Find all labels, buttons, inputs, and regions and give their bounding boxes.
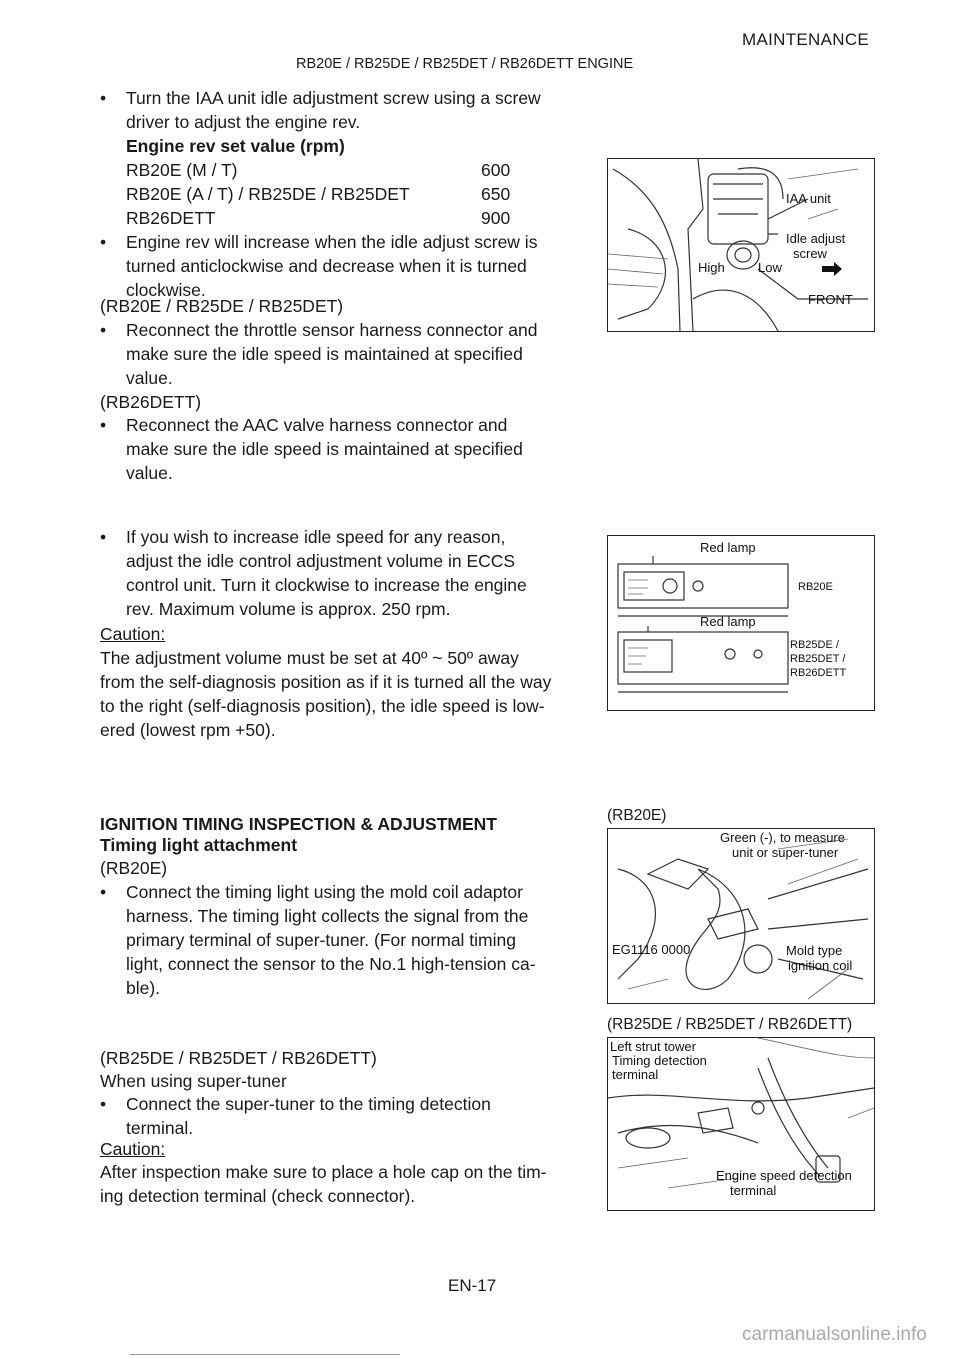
label-super-tuner: unit or super-tuner bbox=[732, 845, 839, 860]
label-green: Green (-), to measure bbox=[720, 830, 845, 845]
label-terminal: terminal bbox=[612, 1067, 659, 1082]
eccs-caution-label: Caution: bbox=[100, 624, 166, 644]
label-timing-detection: Timing detection bbox=[612, 1053, 707, 1068]
label-screw: screw bbox=[793, 246, 827, 261]
label-red-lamp-2: Red lamp bbox=[700, 614, 756, 629]
label-ignition-coil: ignition coil bbox=[788, 958, 853, 973]
group-rb26dett: (RB26DETT) bbox=[100, 392, 202, 412]
group-rb20e-rb25: (RB20E / RB25DE / RB25DET) bbox=[100, 296, 344, 316]
label-front: FRONT bbox=[808, 292, 853, 307]
engine-header: RB20E / RB25DE / RB25DET / RB26DETT ENGINE bbox=[296, 56, 634, 72]
fig3-caption: (RB20E) bbox=[607, 807, 667, 824]
iaa-unit-figure bbox=[607, 158, 875, 332]
rev-row: RB20E (A / T) / RB25DE / RB25DET 650 bbox=[126, 184, 511, 204]
label-red-lamp-1: Red lamp bbox=[700, 540, 756, 555]
section-title: MAINTENANCE bbox=[742, 30, 870, 49]
label-terminal-2: terminal bbox=[730, 1183, 777, 1198]
super-tuner-bullet: • Connect the super-tuner to the timing detection terminal. bbox=[100, 1094, 491, 1138]
idle-bullet-2: • Engine rev will increase when the idle adjust screw is turned anticlockwise and decrease when it is turned clockwise. bbox=[100, 232, 538, 300]
label-rb20e: RB20E bbox=[798, 581, 833, 593]
idle-bullet-3: • Reconnect the throttle sensor harness connector and make sure the idle speed is maintained at specified value. bbox=[100, 320, 538, 388]
rev-row: RB26DETT 900 bbox=[126, 208, 511, 228]
timing-terminal-figure bbox=[607, 1037, 875, 1211]
fig4-caption: (RB25DE / RB25DET / RB26DETT) bbox=[607, 1016, 853, 1033]
timing-bullet: • Connect the timing light using the mold coil adaptor harness. The timing light collects the signal from the primary terminal of super-tuner. (For normal timing light, connect the sensor to the No.1 high-tension ca- ble). bbox=[100, 882, 536, 998]
group-rb20e: (RB20E) bbox=[100, 858, 168, 878]
eccs-caution-text: The adjustment volume must be set at 40º ~ 50º away from the self-diagnosis position as if it is turned all the way to the right (self-diagnosis position), the idle speed is low- ered (lowest rpm +50). bbox=[100, 648, 552, 740]
mold-coil-figure bbox=[607, 828, 875, 1004]
ignition-title: IGNITION TIMING INSPECTION & ADJUSTMENT bbox=[100, 814, 497, 834]
footer-divider bbox=[130, 1354, 400, 1355]
eccs-unit-figure bbox=[607, 535, 875, 711]
idle-bullet-4: • Reconnect the AAC valve harness connector and make sure the idle speed is maintained at specified value. bbox=[100, 415, 523, 483]
watermark: carmanualsonline.info bbox=[742, 1324, 927, 1345]
when-super-tuner: When using super-tuner bbox=[100, 1071, 287, 1091]
label-mold-type: Mold type bbox=[786, 943, 843, 958]
label-rb25de: RB25DE / bbox=[790, 639, 839, 651]
label-idle-adjust: Idle adjust bbox=[786, 231, 846, 246]
label-low: Low bbox=[758, 260, 782, 275]
rev-set-title: Engine rev set value (rpm) bbox=[126, 136, 345, 156]
group-rb25-rb26: (RB25DE / RB25DET / RB26DETT) bbox=[100, 1048, 377, 1068]
timing-caution-label: Caution: bbox=[100, 1139, 166, 1159]
label-strut-tower: Left strut tower bbox=[610, 1039, 696, 1054]
label-high: High bbox=[698, 260, 725, 275]
rev-row: RB20E (M / T) 600 bbox=[126, 160, 511, 180]
label-iaa-unit: IAA unit bbox=[786, 191, 831, 206]
page-number: EN-17 bbox=[448, 1276, 497, 1295]
timing-caution-text: After inspection make sure to place a hole cap on the tim- ing detection terminal (check connector). bbox=[100, 1162, 547, 1206]
timing-light-subtitle: Timing light attachment bbox=[100, 835, 298, 855]
label-rb25det: RB25DET / bbox=[790, 653, 846, 665]
label-code: EG1116 0000 bbox=[612, 942, 691, 957]
eccs-bullet: • If you wish to increase idle speed for any reason, adjust the idle control adjustment volume in ECCS control unit. Turn it clockwise to increase the engine rev. Maximum volume is approx. 250 rpm. bbox=[100, 527, 527, 619]
label-rb26dett: RB26DETT bbox=[790, 667, 847, 679]
idle-bullet-1: • Turn the IAA unit idle adjustment screw using a screw driver to adjust the engine rev. Engine rev set value (rpm) bbox=[126, 86, 618, 158]
label-engine-speed: Engine speed detection bbox=[716, 1168, 852, 1183]
rev-table bbox=[126, 158, 566, 230]
